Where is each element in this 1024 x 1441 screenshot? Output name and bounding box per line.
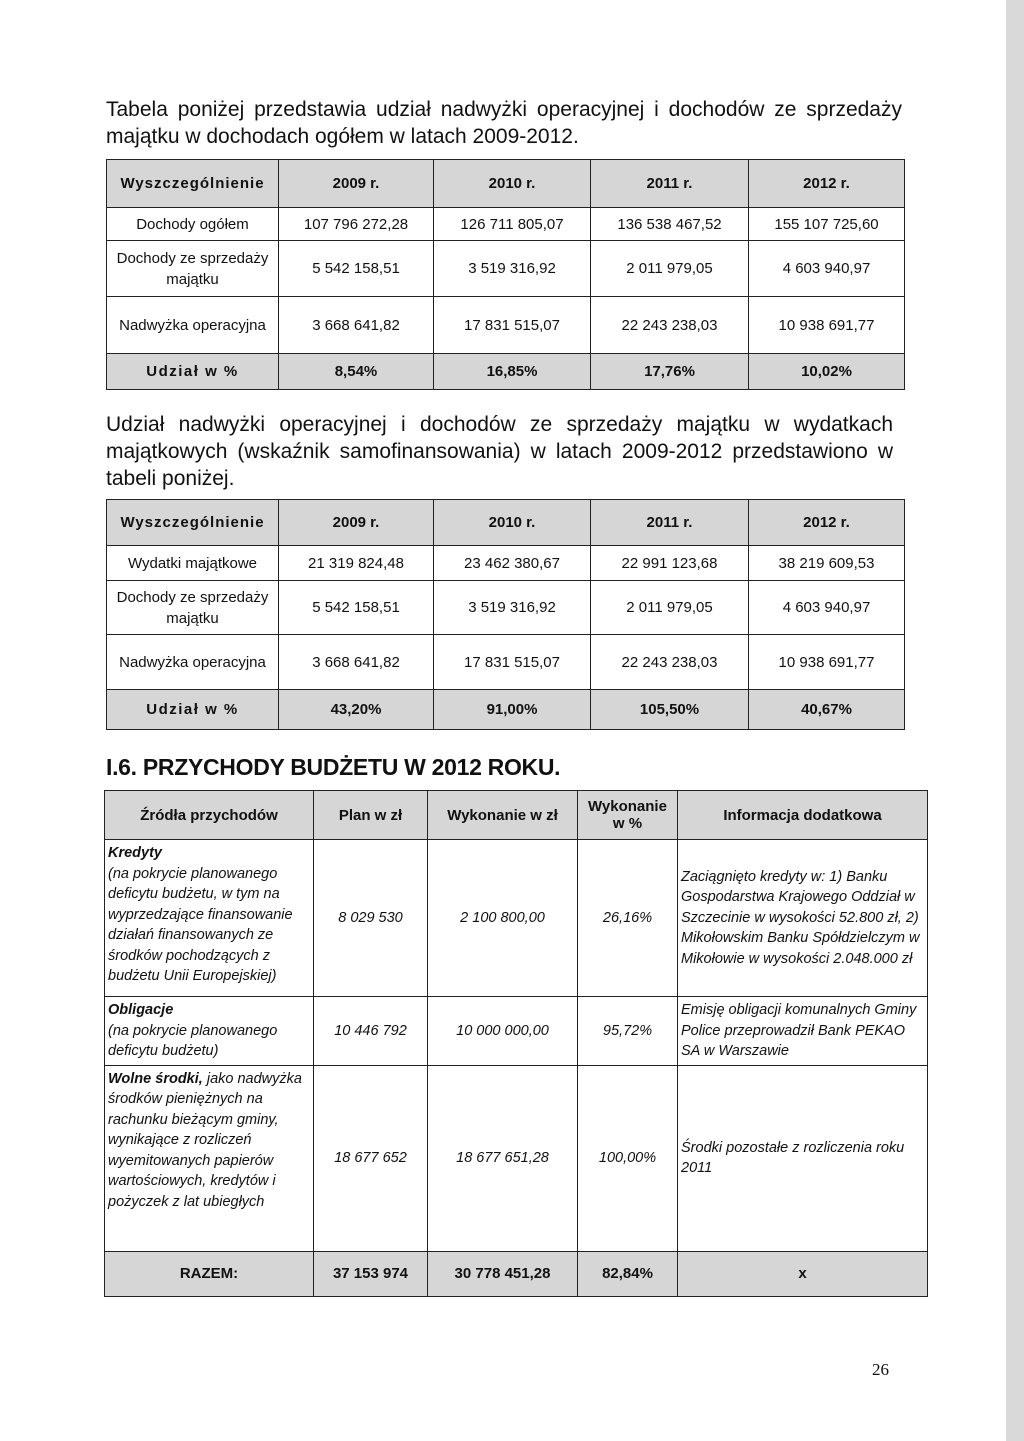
page-edge bbox=[1006, 0, 1024, 1441]
summary-cell: 91,00% bbox=[434, 690, 591, 730]
table-cell: 3 668 641,82 bbox=[279, 297, 434, 354]
table-cell: 107 796 272,28 bbox=[279, 208, 434, 241]
source-title: Obligacje bbox=[108, 1002, 174, 1018]
percent-cell: 100,00% bbox=[578, 1065, 678, 1251]
table-row bbox=[105, 840, 928, 997]
summary-label: RAZEM: bbox=[105, 1251, 314, 1296]
table-cell: 17 831 515,07 bbox=[434, 297, 591, 354]
header-cell: 2010 r. bbox=[434, 160, 591, 208]
intro-paragraph-2: Udział nadwyżki operacyjnej i dochodów ze sprzedaży majątku w wydatkach majątkowych (wskaźnik samofinansowania) w latach 2009-2012 przedstawiono w tabeli poniżej. bbox=[106, 413, 893, 490]
table-cell: 10 938 691,77 bbox=[749, 297, 905, 354]
header-cell: Wykonanie w % bbox=[578, 791, 678, 840]
execution-cell: 18 677 651,28 bbox=[428, 1065, 578, 1251]
header-cell: Źródła przychodów bbox=[105, 791, 314, 840]
table-cell: 5 542 158,51 bbox=[279, 581, 434, 635]
info-cell: Emisję obligacji komunalnych Gminy Police przeprowadził Bank PEKAO SA w Warszawie bbox=[678, 997, 928, 1066]
table-cell: 3 668 641,82 bbox=[279, 635, 434, 690]
plan-cell: 8 029 530 bbox=[314, 840, 428, 997]
summary-cell: 17,76% bbox=[591, 354, 749, 390]
table-cell: 5 542 158,51 bbox=[279, 241, 434, 297]
percent-cell: 95,72% bbox=[578, 997, 678, 1066]
summary-cell: 40,67% bbox=[749, 690, 905, 730]
table-cell: 4 603 940,97 bbox=[749, 581, 905, 635]
table-cell: 10 938 691,77 bbox=[749, 635, 905, 690]
execution-cell: 2 100 800,00 bbox=[428, 840, 578, 997]
summary-cell: 105,50% bbox=[591, 690, 749, 730]
summary-row bbox=[107, 690, 905, 730]
table-cell: 22 991 123,68 bbox=[591, 546, 749, 581]
header-cell: Informacja dodatkowa bbox=[678, 791, 928, 840]
summary-row bbox=[107, 354, 905, 390]
summary-cell: x bbox=[678, 1251, 928, 1296]
source-title: Wolne środki, bbox=[108, 1070, 203, 1087]
table-cell: 22 243 238,03 bbox=[591, 297, 749, 354]
table-row bbox=[107, 208, 905, 241]
table-cell: 4 603 940,97 bbox=[749, 241, 905, 297]
header-cell: Wyszczególnienie bbox=[107, 500, 279, 546]
source-cell bbox=[105, 840, 314, 997]
summary-cell: 8,54% bbox=[279, 354, 434, 390]
info-cell: Środki pozostałe z rozliczenia roku 2011 bbox=[678, 1065, 928, 1251]
budget-revenue-table bbox=[104, 790, 928, 1297]
row-label: Dochody ze sprzedaży majątku bbox=[107, 581, 279, 635]
source-description: jako nadwyżka środków pieniężnych na rachunku bieżącym gminy, wynikające z rozliczeń wyemitowanych papierów wartościowych, kredytów i pożyczek z lat ubiegłych bbox=[108, 1070, 302, 1210]
row-label: Nadwyżka operacyjna bbox=[107, 635, 279, 690]
table-row bbox=[107, 581, 905, 635]
table-cell: 23 462 380,67 bbox=[434, 546, 591, 581]
table-row bbox=[105, 1065, 928, 1251]
table-header-row bbox=[107, 160, 905, 208]
table-cell: 126 711 805,07 bbox=[434, 208, 591, 241]
surplus-income-table bbox=[106, 159, 905, 390]
table-row bbox=[107, 635, 905, 690]
table-row bbox=[107, 546, 905, 581]
summary-cell: 16,85% bbox=[434, 354, 591, 390]
table-cell: 38 219 609,53 bbox=[749, 546, 905, 581]
header-cell: Wykonanie w zł bbox=[428, 791, 578, 840]
summary-cell: 43,20% bbox=[279, 690, 434, 730]
table-cell: 136 538 467,52 bbox=[591, 208, 749, 241]
execution-cell: 10 000 000,00 bbox=[428, 997, 578, 1066]
table-cell: 2 011 979,05 bbox=[591, 241, 749, 297]
source-cell bbox=[105, 1065, 314, 1251]
source-description: (na pokrycie planowanego deficytu budżetu) bbox=[108, 1022, 278, 1059]
percent-cell: 26,16% bbox=[578, 840, 678, 997]
summary-cell: 37 153 974 bbox=[314, 1251, 428, 1296]
header-cell: 2012 r. bbox=[749, 160, 905, 208]
source-cell bbox=[105, 997, 314, 1066]
plan-cell: 10 446 792 bbox=[314, 997, 428, 1066]
table-header-row bbox=[107, 500, 905, 546]
header-cell: 2011 r. bbox=[591, 500, 749, 546]
row-label: Dochody ze sprzedaży majątku bbox=[107, 241, 279, 297]
table-cell: 17 831 515,07 bbox=[434, 635, 591, 690]
summary-cell: 82,84% bbox=[578, 1251, 678, 1296]
summary-label: Udział w % bbox=[107, 690, 279, 730]
table-cell: 155 107 725,60 bbox=[749, 208, 905, 241]
table-cell: 3 519 316,92 bbox=[434, 241, 591, 297]
table-row bbox=[107, 297, 905, 354]
table-row bbox=[105, 997, 928, 1066]
table-cell: 2 011 979,05 bbox=[591, 581, 749, 635]
info-cell: Zaciągnięto kredyty w: 1) Banku Gospodarstwa Krajowego Oddział w Szczecinie w wysokości 52.800 zł, 2) Mikołowskim Banku Spółdzielczym w Mikołowie w wysokości 2.048.000 zł bbox=[678, 840, 928, 997]
summary-cell: 30 778 451,28 bbox=[428, 1251, 578, 1296]
table-row bbox=[107, 241, 905, 297]
intro-paragraph-1: Tabela poniżej przedstawia udział nadwyżki operacyjnej i dochodów ze sprzedaży majątku w dochodach ogółem w latach 2009-2012. bbox=[106, 98, 902, 148]
source-description: (na pokrycie planowanego deficytu budżetu, w tym na wyprzedzające finansowanie działań finansowanych ze środków pochodzących z budżetu Unii Europejskiej) bbox=[108, 865, 293, 984]
header-cell: 2011 r. bbox=[591, 160, 749, 208]
row-label: Wydatki majątkowe bbox=[107, 546, 279, 581]
row-label: Dochody ogółem bbox=[107, 208, 279, 241]
page-number: 26 bbox=[872, 1360, 889, 1379]
self-financing-table bbox=[106, 499, 905, 730]
section-heading: I.6. PRZYCHODY BUDŻETU W 2012 ROKU. bbox=[106, 754, 561, 780]
summary-row bbox=[105, 1251, 928, 1296]
table-header-row bbox=[105, 791, 928, 840]
header-cell: Plan w zł bbox=[314, 791, 428, 840]
table-cell: 21 319 824,48 bbox=[279, 546, 434, 581]
header-cell: 2012 r. bbox=[749, 500, 905, 546]
summary-cell: 10,02% bbox=[749, 354, 905, 390]
header-cell: Wyszczególnienie bbox=[107, 160, 279, 208]
summary-label: Udział w % bbox=[107, 354, 279, 390]
header-cell: 2009 r. bbox=[279, 160, 434, 208]
header-cell: 2009 r. bbox=[279, 500, 434, 546]
row-label: Nadwyżka operacyjna bbox=[107, 297, 279, 354]
table-cell: 22 243 238,03 bbox=[591, 635, 749, 690]
header-cell: 2010 r. bbox=[434, 500, 591, 546]
source-title: Kredyty bbox=[108, 845, 162, 861]
table-cell: 3 519 316,92 bbox=[434, 581, 591, 635]
plan-cell: 18 677 652 bbox=[314, 1065, 428, 1251]
